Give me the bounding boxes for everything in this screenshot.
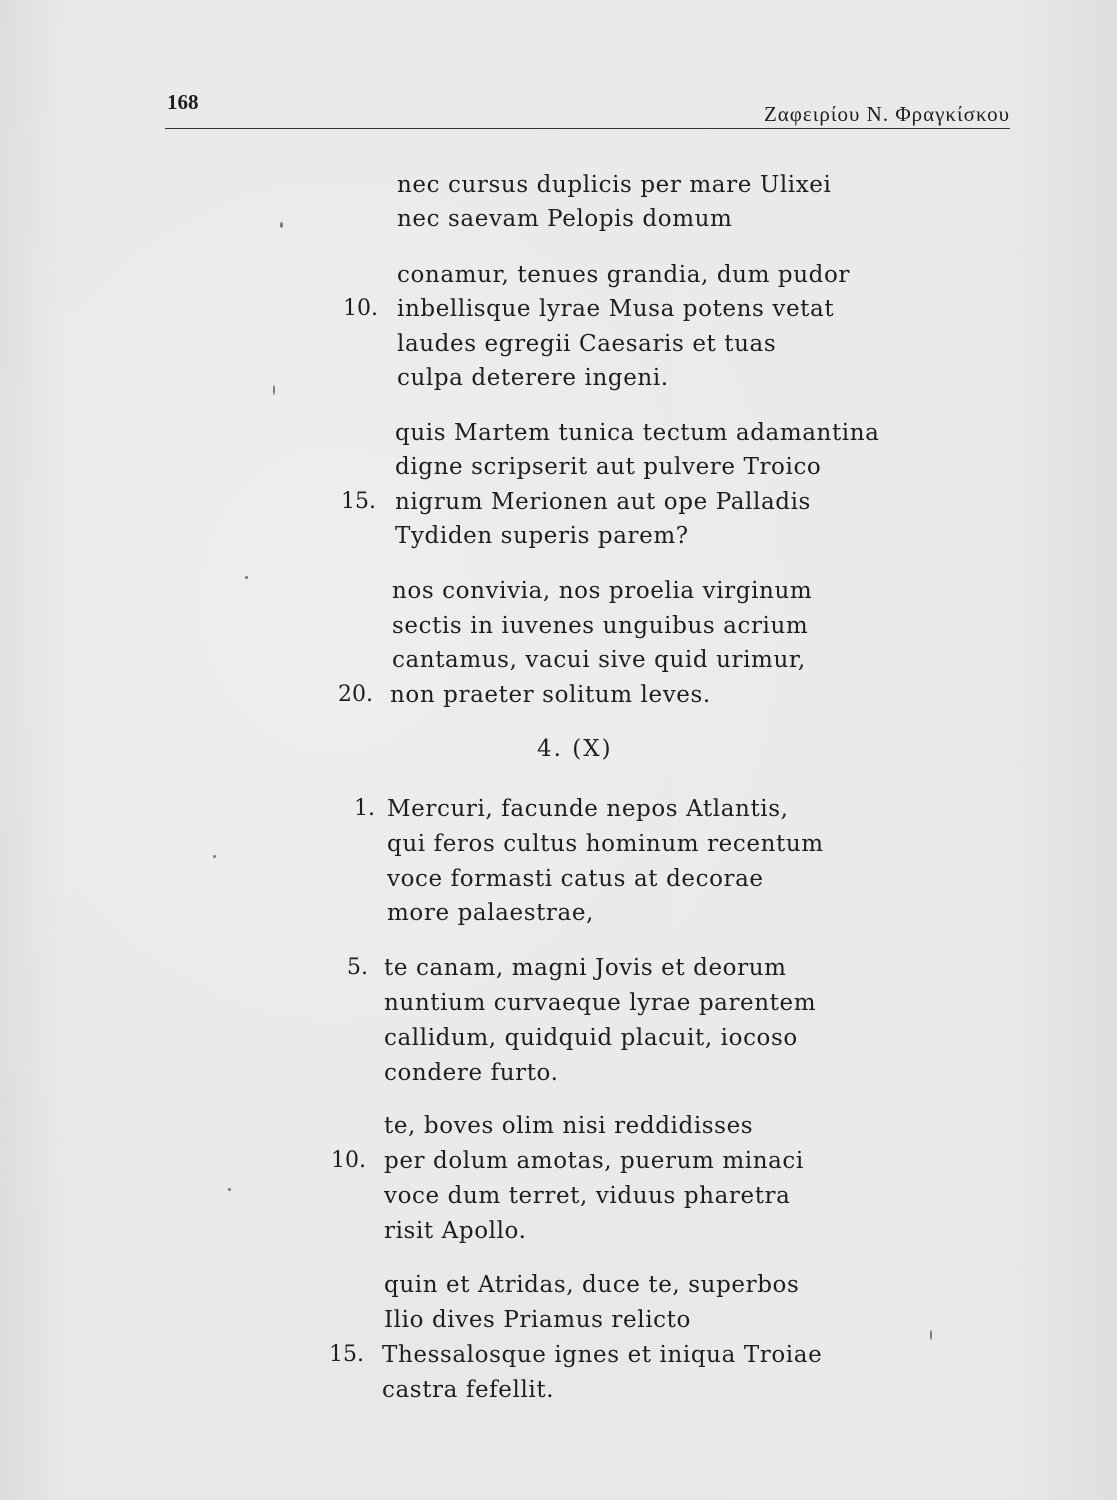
scan-speck: [273, 385, 275, 395]
verse-line: non praeter solitum leves.: [390, 682, 711, 708]
verse-line: risit Apollo.: [384, 1218, 527, 1244]
line-number: 1.: [354, 796, 375, 821]
verse-line: voce formasti catus at decorae: [387, 866, 764, 892]
page-number: 168: [167, 90, 199, 114]
scan-speck: [930, 1330, 932, 1340]
verse-line: te canam, magni Jovis et deorum: [384, 955, 787, 981]
running-head: Ζαφειρίου Ν. Φραγκίσκου: [763, 102, 1010, 126]
verse-line: condere furto.: [384, 1060, 559, 1086]
line-number: 20.: [338, 682, 373, 707]
line-number: 10.: [343, 296, 378, 321]
verse-line: Ilio dives Priamus relicto: [384, 1307, 691, 1333]
verse-line: quis Martem tunica tectum adamantina: [395, 420, 880, 446]
verse-line: nigrum Merionen aut ope Palladis: [395, 489, 811, 515]
verse-line: culpa deterere ingeni.: [397, 365, 669, 391]
scan-speck: [228, 1188, 231, 1191]
verse-line: sectis in iuvenes unguibus acrium: [392, 613, 809, 639]
verse-line: inbellisque lyrae Musa potens vetat: [397, 296, 835, 322]
line-number: 15.: [341, 489, 376, 514]
verse-line: te, boves olim nisi reddidisses: [384, 1113, 754, 1139]
verse-line: laudes egregii Caesaris et tuas: [397, 331, 777, 357]
poem-heading: 4. (X): [537, 736, 613, 762]
verse-line: qui feros cultus hominum recentum: [387, 831, 824, 857]
line-number: 10.: [331, 1148, 366, 1173]
verse-line: nec saevam Pelopis domum: [397, 206, 733, 232]
scan-speck: [245, 576, 248, 579]
header-rule: [165, 128, 1010, 129]
verse-line: castra fefellit.: [382, 1377, 555, 1403]
verse-line: per dolum amotas, puerum minaci: [384, 1148, 804, 1174]
verse-line: quin et Atridas, duce te, superbos: [384, 1272, 800, 1298]
line-number: 15.: [329, 1342, 364, 1367]
verse-line: Thessalosque ignes et iniqua Troiae: [382, 1342, 823, 1368]
verse-line: Tydiden superis parem?: [395, 523, 689, 549]
verse-line: Mercuri, facunde nepos Atlantis,: [387, 796, 789, 822]
verse-line: cantamus, vacui sive quid urimur,: [392, 647, 806, 673]
verse-line: more palaestrae,: [387, 900, 594, 926]
scan-speck: [280, 222, 283, 228]
verse-line: voce dum terret, viduus pharetra: [384, 1183, 791, 1209]
line-number: 5.: [347, 955, 368, 980]
verse-line: conamur, tenues grandia, dum pudor: [397, 262, 850, 288]
verse-line: nuntium curvaeque lyrae parentem: [384, 990, 817, 1016]
verse-line: callidum, quidquid placuit, iocoso: [384, 1025, 798, 1051]
verse-line: nec cursus duplicis per mare Ulixei: [397, 172, 832, 198]
verse-line: nos convivia, nos proelia virginum: [392, 578, 813, 604]
scan-speck: [213, 855, 216, 858]
verse-line: digne scripserit aut pulvere Troico: [395, 454, 822, 480]
page-header: [165, 90, 1010, 126]
